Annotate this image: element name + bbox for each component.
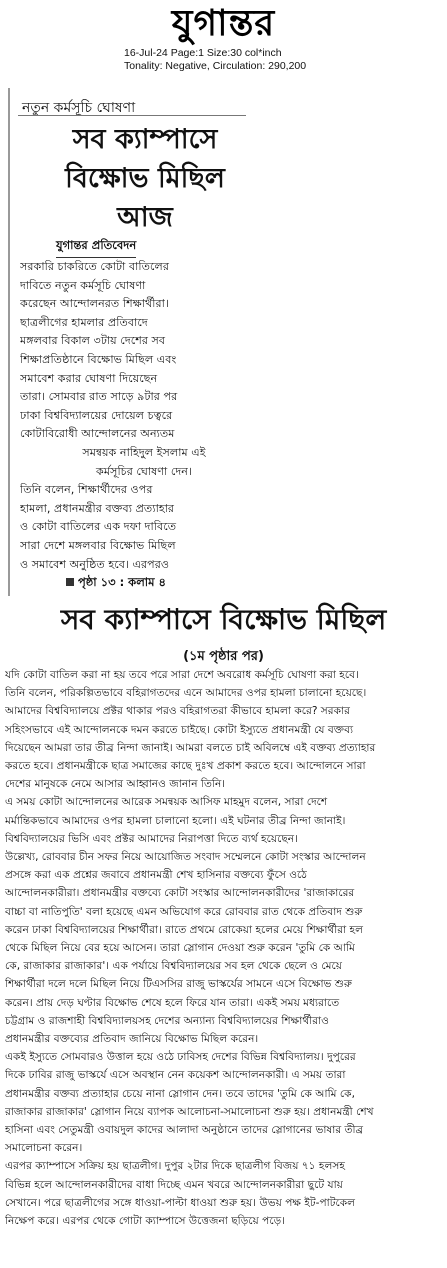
article-line: করেছেন আন্দোলনরত শিক্ষার্থীরা। <box>20 297 169 311</box>
article-line: আন্দোলনকারীরা। প্রধানমন্ত্রীর বক্তব্যে কোটা সংস্কার আন্দোলনকারীদের 'রাজাকারের <box>5 887 355 900</box>
article-line: প্রধানমন্ত্রীর বক্তব্য প্রত্যাহার চেয়ে নানা স্লোগান দেন। তবে তাদের 'তুমি কে আমি কে, <box>5 1087 355 1100</box>
article-line: সেখানে। পরে ছাত্রলীগের সঙ্গে ধাওয়া-পাল্টা ধাওয়া শুরু হয়। উভয় পক্ষ ইট-পাটকেল <box>5 1196 356 1209</box>
newspaper-logo: যুগান্তর <box>171 2 276 44</box>
article-line: করতে হবে। প্রধানমন্ত্রীকে ছাত্র সমাজের কাছে দুঃখ প্রকাশ করতে হবে। আন্দোলনে সারা <box>5 760 366 773</box>
continued-headline: সব ক্যাম্পাসে বিক্ষোভ মিছিল <box>60 603 387 636</box>
square-bullet-icon <box>66 578 74 586</box>
article-line: ছাত্রলীগের হামলার প্রতিবাদে <box>20 315 148 329</box>
article-line: একই ইস্যুতে সোমবারও উত্তাল হয়ে ওঠে ঢাবিসহ দেশের বিভিন্ন বিশ্ববিদ্যালয়। দুপুরের <box>5 1051 356 1064</box>
byline: যুগান্তর প্রতিবেদন <box>56 237 136 258</box>
article-line: সমন্বয়ক নাহিদুল ইসলাম এই <box>82 445 206 459</box>
front-headline-line: সব ক্যাম্পাসে <box>72 124 218 155</box>
clipping-meta <box>124 47 306 73</box>
masthead <box>0 0 447 46</box>
article-line: থেকে মিছিল নিয়ে বের হয়ে আসেন। তারা স্লোগান দেওয়া শুরু করেন 'তুমি কে আমি <box>5 942 355 955</box>
article-line: ও সমাবেশ অনুষ্ঠিত হবে। এরপরও <box>20 557 170 571</box>
article-line: ও কোটা বাতিলের এক দফা দাবিতে <box>20 520 177 534</box>
article-line: হামলা, প্রধানমন্ত্রীর বক্তব্য প্রত্যাহার <box>20 501 175 515</box>
article-line: করেন ঢাকা বিশ্ববিদ্যালয়ের শিক্ষার্থীরা। রাতে প্রথমে রোকেয়া হলের মেয়ে শিক্ষার্থীরা হল <box>5 923 364 936</box>
article-line: প্রসঙ্গে করা এক প্রশ্নের জবাবে প্রধানমন্ত্রী শেখ হাসিনার বক্তব্যে ফুঁসে ওঠে <box>5 869 307 882</box>
article-line: তিনি বলেন, পরিকল্পিতভাবে বহিরাগতদের এনে আমাদের ওপর হামলা চালানো হয়েছে। <box>5 687 367 700</box>
article-line: মঙ্গলবার বিকাল ৩টায় দেশের সব <box>20 334 166 348</box>
front-article-body <box>20 258 268 574</box>
article-line: ঢাকা বিশ্ববিদ্যালয়ের দোয়েল চত্বরে <box>20 408 173 422</box>
article-line: দিকে ঢাবির রাজু ভাস্কর্যে এসে অবস্থান নেন কয়েকশ আন্দোলনকারী। এ সময় তারা <box>5 1069 346 1082</box>
front-headline-line: বিক্ষোভ মিছিল <box>65 163 225 194</box>
article-line: হাসিনা এবং সেতুমন্ত্রী ওবায়দুল কাদের আলাদা অনুষ্ঠানে তাদের স্লোগানের ভাষার তীব্র <box>5 1124 364 1137</box>
article-line: এ সময় কোটা আন্দোলনের আরেক সমন্বয়ক আসিফ মাহমুদ বলেন, সারা দেশে <box>5 796 328 809</box>
article-line: এরপর ক্যাম্পাসে সক্রিয় হয় ছাত্রলীগ। দুপুর ২টার দিকে ছাত্রলীগ বিজয় ৭১ হলসহ <box>5 1160 345 1173</box>
article-line: কর্মসূচির ঘোষণা দেন। <box>96 464 192 478</box>
kicker: নতুন কর্মসূচি ঘোষণা <box>22 100 136 116</box>
meta-tonality: Tonality: Negative, Circulation: 290,200 <box>124 60 307 72</box>
article-line: বিভিন্ন হলে আন্দোলনকারীদের বাধা দিচ্ছে এমন খবরে আন্দোলনকারীরা ছুটে যায় <box>5 1178 343 1191</box>
article-line: কে, রাজাকার রাজাকার'। এক পর্যায়ে বিশ্ববিদ্যালয়ের সব হল থেকে ছেলে ও মেয়ে <box>5 960 343 973</box>
article-line: নিক্ষেপ করে। এরপর থেকে গোটা ক্যাম্পাসে উত্তেজনা ছড়িয়ে পড়ে। <box>5 1215 285 1228</box>
jump-text: পৃষ্ঠা ১৩ : কলাম ৪ <box>78 575 166 589</box>
article-line: করেন। প্রায় দেড় ঘণ্টার বিক্ষোভ শেষে হলে ফিরে যান তারা। একই সময় মধ্যরাতে <box>5 996 340 1009</box>
continued-article-body <box>5 666 433 1230</box>
article-line: শিক্ষাপ্রতিষ্ঠানে বিক্ষোভ মিছিল এবং <box>20 352 177 366</box>
article-line: রাজাকার রাজাকার' স্লোগান নিয়ে ব্যাপক আলোচনা-সমালোচনা শুরু হয়। প্রধানমন্ত্রী শেখ <box>5 1105 374 1118</box>
jump-reference <box>66 574 166 593</box>
article-line: যদি কোটা বাতিল করা না হয় তবে পরে সারা দেশে অবরোধ কর্মসূচি ঘোষণা করা হবে। <box>5 669 359 681</box>
article-line: উল্লেখ্য, রোববার চীন সফর নিয়ে আয়োজিত সংবাদ সম্মেলনে কোটা সংস্কার আন্দোলন <box>5 851 366 864</box>
article-line: বাচ্চা বা নাতিপুতি' বলা হয়েছে এমন অভিযোগ করে রোববার রাত থেকে প্রতিবাদ শুরু <box>5 905 363 918</box>
article-line: শিক্ষার্থীরা দলে দলে মিছিল নিয়ে টিএসসির রাজু ভাস্কর্যের সামনে এসে বিক্ষোভ শুরু <box>5 978 353 991</box>
article-line: সমাবেশ করার ঘোষণা দিয়েছেন <box>20 371 158 385</box>
article-line: দাবিতে নতুন কর্মসূচি ঘোষণা <box>20 278 146 292</box>
article-line: প্রধানমন্ত্রীর বক্তব্যের প্রতিবাদ জানিয়ে বিক্ষোভ মিছিল করেন। <box>5 1033 259 1046</box>
article-line: দেশের মানুষকে নেমে আসার আহ্বানও জানান তিনি। <box>5 778 226 791</box>
article-line: সহিংসভাবে এই আন্দোলনকে দমন করতে চাইছে। কোটা ইস্যুতে প্রধানমন্ত্রী যে বক্তব্য <box>5 723 354 736</box>
article-line: চট্টগ্রাম ও রাজশাহী বিশ্ববিদ্যালয়সহ দেশের অন্যান্য বিশ্ববিদ্যালয়ের শিক্ষার্থীরাও <box>5 1014 329 1027</box>
front-headline <box>20 120 270 237</box>
meta-date-size: 16-Jul-24 Page:1 Size:30 col*inch <box>124 47 282 59</box>
article-line: সমালোচনা করেন। <box>5 1142 83 1155</box>
article-line: বিশ্ববিদ্যালয়ের ভিসি এবং প্রক্টর আমাদের নিরাপত্তা দিতে ব্যর্থ হয়েছেন। <box>5 832 298 845</box>
article-line: সরকারি চাকরিতে কোটা বাতিলের <box>20 260 169 273</box>
front-headline-line: আজ <box>117 202 173 233</box>
article-line: আমাদের বিশ্ববিদ্যালয়ে প্রক্টর থাকার পরও বহিরাগতরা কীভাবে হামলা করে? সরকার <box>5 705 350 718</box>
article-line: দিয়েছেন আমরা তার তীব্র নিন্দা জানাই। আমরা বলতে চাই অবিলম্বে এই বক্তব্য প্রত্যাহার <box>5 741 376 754</box>
article-line: কোটাবিরোধী আন্দোলনের অন্যতম <box>20 427 175 441</box>
article-line: সারা দেশে মঙ্গলবার বিক্ষোভ মিছিল <box>20 538 176 552</box>
kicker-rule <box>18 115 246 116</box>
article-line: মর্মান্তিকভাবে আমাদের ওপর হামলা চালানো হলো। এই ঘটনার তীব্র নিন্দা জানাই। <box>5 814 346 827</box>
continued-subhead: (১ম পৃষ্ঠার পর) <box>183 649 264 664</box>
article-line: তিনি বলেন, শিক্ষার্থীদের ওপর <box>20 483 153 497</box>
article-line: তারা। সোমবার রাত সাড়ে ৯টার পর <box>20 390 178 404</box>
